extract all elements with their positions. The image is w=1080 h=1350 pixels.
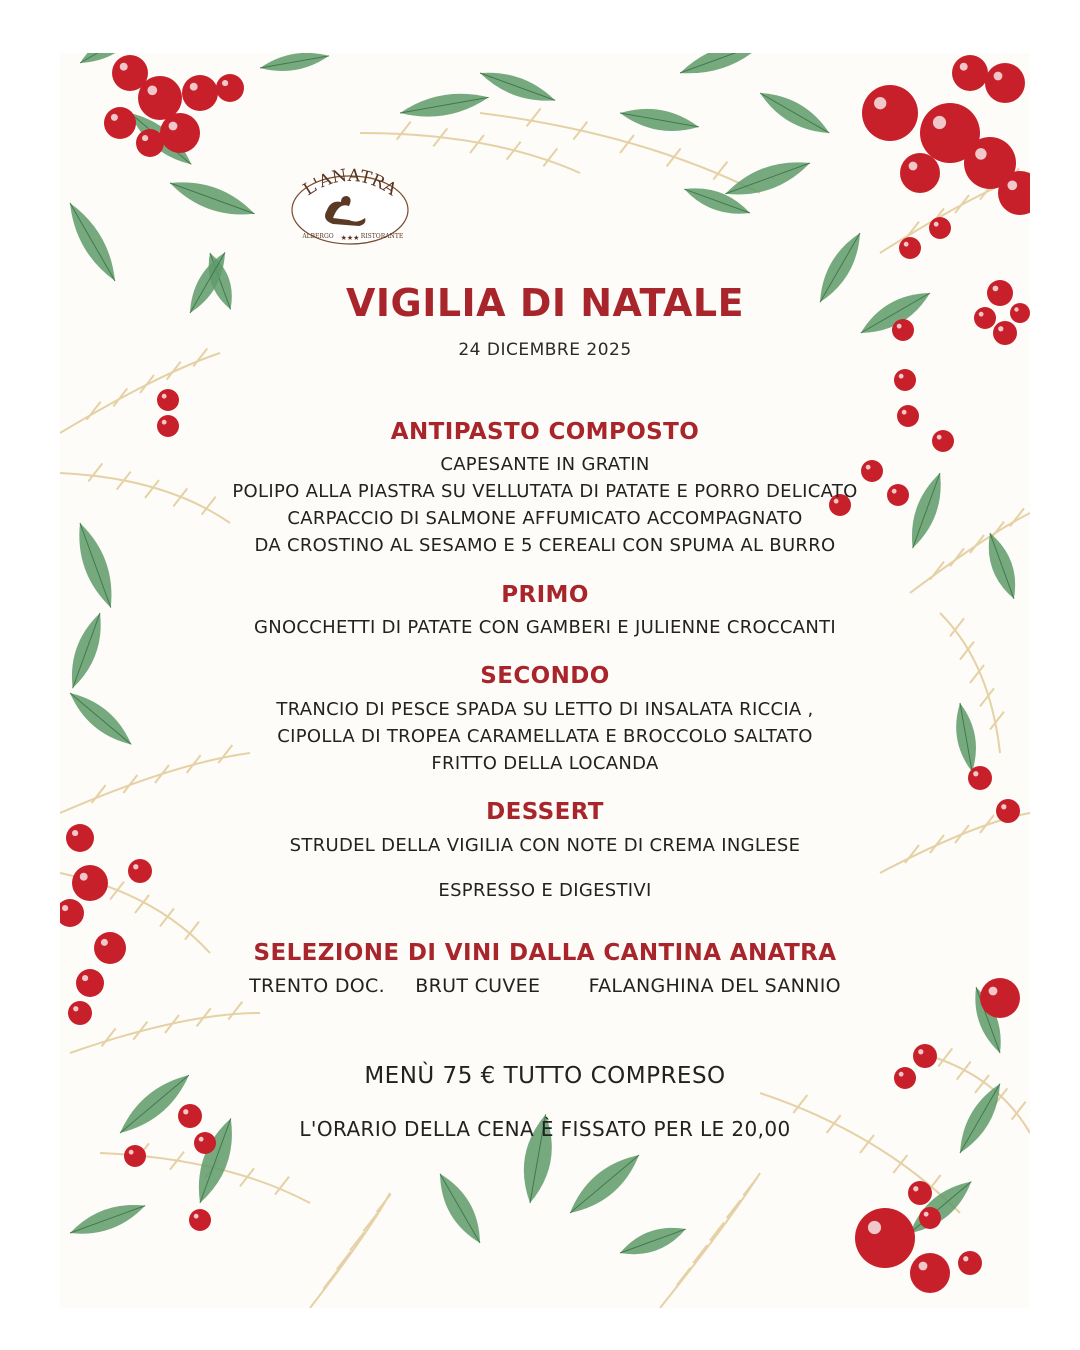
wines-heading: SELEZIONE DI VINI DALLA CANTINA ANATRA	[253, 940, 837, 966]
antipasto-item: POLIPO ALLA PIASTRA SU VELLUTATA DI PATATE E PORRO DELICATO	[232, 481, 858, 502]
antipasto-heading: ANTIPASTO COMPOSTO	[390, 419, 700, 445]
espresso-line: ESPRESSO E DIGESTIVI	[438, 880, 652, 901]
logo-name: L'ANATRA	[299, 168, 401, 201]
primo-item: GNOCCHETTI DI PATATE CON GAMBERI E JULIENNE CROCCANTI	[253, 617, 837, 638]
secondo-item: FRITTO DELLA LOCANDA	[431, 753, 659, 774]
dinner-time: L'ORARIO DELLA CENA È FISSATO PER LE 20,00	[299, 1117, 791, 1141]
logo-stars: ★★★	[340, 234, 360, 242]
menu-content	[60, 53, 1030, 1308]
wine-list	[60, 975, 1030, 997]
secondo-item: TRANCIO DI PESCE SPADA SU LETTO DI INSALATA RICCIA ,	[276, 699, 814, 720]
antipasto-item: CARPACCIO DI SALMONE AFFUMICATO ACCOMPAGNATO	[287, 508, 803, 529]
menu-title: VIGILIA DI NATALE	[345, 281, 745, 325]
wine-item: FALANGHINA DEL SANNIO	[588, 975, 841, 997]
secondo-heading: SECONDO	[480, 663, 610, 689]
wine-item: BRUT CUVEE	[415, 975, 541, 997]
menu-price: MENÙ 75 € TUTTO COMPRESO	[364, 1063, 726, 1089]
logo-left-text: ALBERGO	[302, 233, 334, 240]
antipasto-item: CAPESANTE IN GRATIN	[440, 454, 650, 475]
logo-right-text: RISTORANTE	[360, 233, 404, 240]
dessert-item: STRUDEL DELLA VIGILIA CON NOTE DI CREMA INGLESE	[289, 835, 801, 856]
menu-date: 24 DICEMBRE 2025	[458, 340, 632, 360]
antipasto-item: DA CROSTINO AL SESAMO E 5 CEREALI CON SPUMA AL BURRO	[254, 535, 836, 556]
dessert-heading: DESSERT	[486, 799, 604, 825]
primo-heading: PRIMO	[501, 582, 589, 608]
menu-card	[60, 53, 1030, 1308]
secondo-item: CIPOLLA DI TROPEA CARAMELLATA E BROCCOLO SALTATO	[277, 726, 813, 747]
wine-item: TRENTO DOC.	[249, 975, 385, 997]
